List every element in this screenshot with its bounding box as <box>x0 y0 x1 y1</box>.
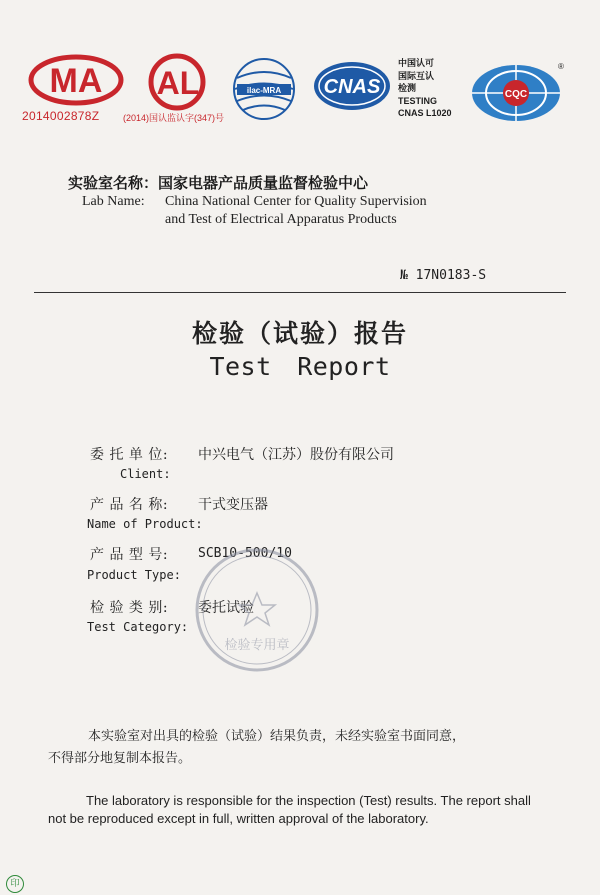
print-mark-icon: 印 <box>6 875 24 893</box>
product-name-label-cn: 产 品 名 称: <box>90 497 169 513</box>
svg-text:AL: AL <box>156 65 200 101</box>
notice-en-line-2: not be reproduced except in full, written approval of the laboratory. <box>48 811 429 826</box>
test-category-label-cn: 检 验 类 别: <box>90 600 169 616</box>
svg-text:ilac-MRA: ilac-MRA <box>246 86 282 95</box>
product-type-label-cn: 产 品 型 号: <box>90 547 169 563</box>
lab-name-en-line-1: China National Center for Quality Supervision <box>165 194 427 209</box>
notice-cn-line-1: 本实验室对出具的检验（试验）结果负责，未经实验室书面同意， <box>88 729 466 744</box>
cma-logo <box>28 54 124 106</box>
inspection-seal <box>192 545 322 675</box>
notice-cn-line-2: 不得部分地复制本报告。 <box>48 751 192 766</box>
svg-text:®: ® <box>558 62 564 71</box>
cnas-info <box>398 57 452 120</box>
test-category-value: 委托试验 <box>198 600 254 616</box>
cnas-info-line: 中国认可 <box>398 58 435 68</box>
ilac-mra-logo <box>229 56 299 122</box>
client-value: 中兴电气（江苏）股份有限公司 <box>198 447 394 463</box>
lab-name-en-label: Lab Name: <box>82 194 145 209</box>
lab-name-cn-value: 国家电器产品质量监督检验中心 <box>158 174 369 192</box>
product-name-label-en: Name of Product: <box>87 517 203 531</box>
cnas-info-line: CNAS L1020 <box>398 108 452 118</box>
cqc-logo <box>468 61 566 123</box>
notice-en-line-1: The laboratory is responsible for the inspection (Test) results. The report shall <box>86 793 531 808</box>
svg-text:CNAS: CNAS <box>323 76 381 98</box>
cnas-logo <box>312 60 392 112</box>
report-title-cn: 检验（试验）报告 <box>191 319 408 348</box>
product-type-value: SCB10-500/10 <box>198 546 292 561</box>
test-category-label-en: Test Category: <box>87 620 189 634</box>
cal-number: (2014)国认监认字(347)号 <box>123 113 225 123</box>
product-name-value: 干式变压器 <box>198 497 268 513</box>
report-number: № 17N0183-S <box>400 268 487 283</box>
product-type-label-en: Product Type: <box>87 568 181 582</box>
client-label-cn: 委 托 单 位: <box>90 447 169 463</box>
divider <box>34 292 566 293</box>
lab-name-en-line-2: and Test of Electrical Apparatus Products <box>165 212 397 227</box>
svg-text:MA: MA <box>49 62 103 100</box>
client-label-en: Client: <box>120 467 171 481</box>
svg-text:CQC: CQC <box>504 89 528 100</box>
cnas-info-line: 国际互认 <box>398 70 435 81</box>
report-title-en: Test Report <box>209 352 391 381</box>
lab-name-cn <box>68 172 368 193</box>
lab-name-cn-label: 实验室名称： <box>68 174 159 192</box>
cnas-info-line: 检测 <box>398 83 417 93</box>
cma-number: 2014002878Z <box>22 109 100 123</box>
svg-text:检验专用章: 检验专用章 <box>224 638 290 653</box>
cnas-info-line: TESTING <box>398 95 438 106</box>
cal-logo <box>138 52 216 112</box>
